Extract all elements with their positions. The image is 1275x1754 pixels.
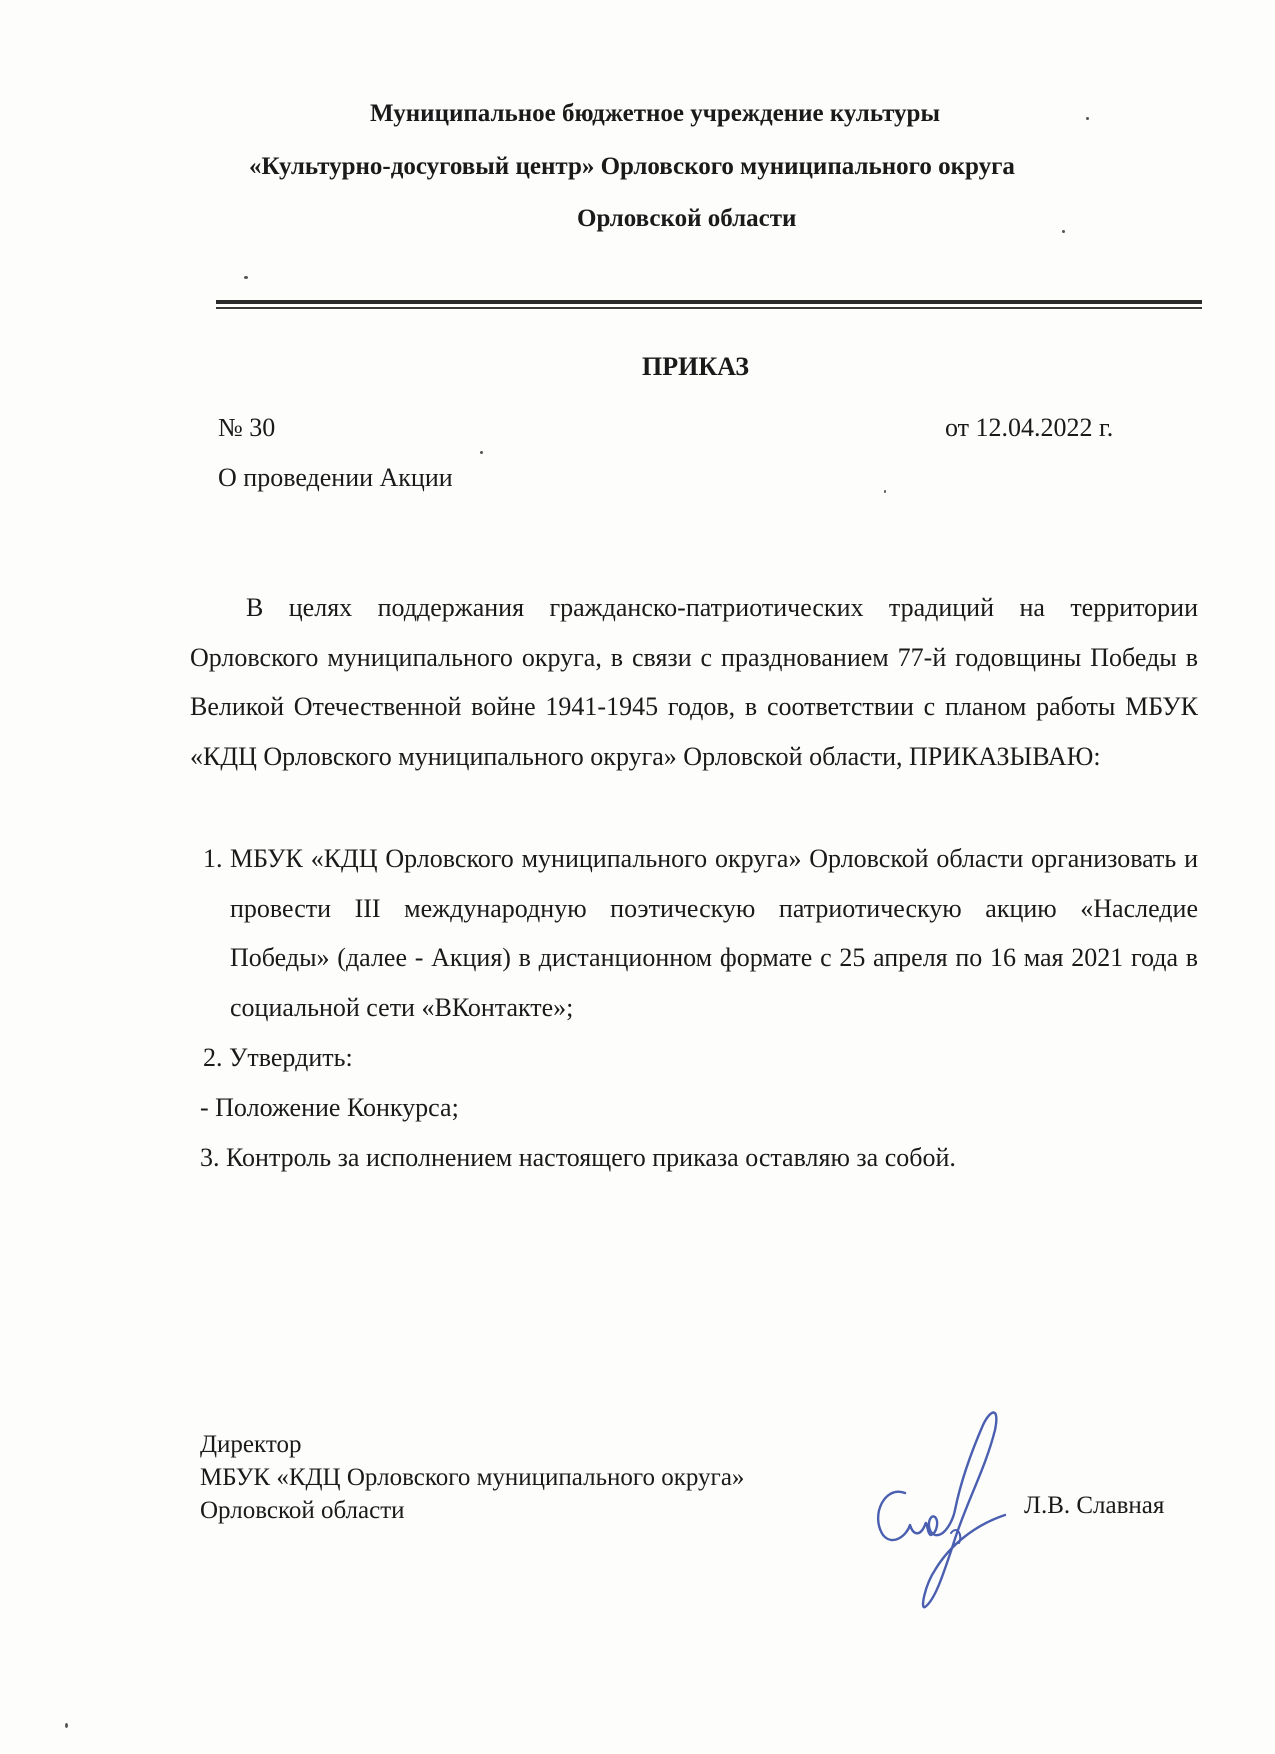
- document-title: ПРИКАЗ: [642, 352, 750, 381]
- list-item-3: 3. Контроль за исполнением настоящего приказа оставляю за собой.: [200, 1143, 956, 1172]
- order-number: № 30: [218, 413, 276, 442]
- org-name-line3: Орловской области: [577, 205, 797, 232]
- scan-speck: [884, 490, 886, 493]
- order-subject: О проведении Акции: [218, 463, 453, 492]
- org-name-line1: Муниципальное бюджетное учреждение культуры: [370, 100, 940, 127]
- order-date: от 12.04.2022 г.: [945, 413, 1114, 442]
- position-line3: Орловской области: [200, 1497, 405, 1524]
- org-name-line2: «Культурно-досуговый центр» Орловского муниципального округа: [249, 153, 1015, 180]
- position-line2: МБУК «КДЦ Орловского муниципального округа»: [200, 1464, 745, 1491]
- scan-speck: [480, 451, 483, 454]
- list-item-1-text: МБУК «КДЦ Орловского муниципального округа» Орловской области организовать и провести III международную поэтическую патриотическую акцию «Наследие Победы» (далее - Акция) в дистанционном формате с 25 апреля по 16 мая 2021 года в социальной сети «ВКонтакте»;: [230, 844, 1198, 1022]
- list-item-2: 2. Утвердить:: [203, 1043, 353, 1072]
- intro-paragraph: [190, 583, 1198, 781]
- intro-text: В целях поддержания гражданско-патриотических традиций на территории Орловского муниципального округа, в связи с празднованием 77-й годовщины Победы в Великой Отечественной войне 1941-1945 годов, в соответствии с планом работы МБУК «КДЦ Орловского муниципального округа» Орловской области, ПРИКАЗЫВАЮ:: [190, 593, 1198, 771]
- scan-speck: [65, 1723, 68, 1728]
- list-item-1-number: 1.: [203, 844, 223, 873]
- list-item-1: [203, 834, 1198, 1032]
- signature-position: [200, 1428, 744, 1527]
- position-line1: Директор: [200, 1431, 302, 1458]
- header-rule-thin: [216, 307, 1202, 309]
- list-item-2-sub: - Положение Конкурса;: [200, 1093, 459, 1122]
- header-rule-thick: [216, 300, 1202, 304]
- scan-speck: [244, 276, 248, 279]
- scan-speck: [1062, 230, 1065, 233]
- handwritten-signature-icon: [865, 1385, 1025, 1615]
- scan-speck: [1086, 117, 1089, 120]
- signatory-name: Л.В. Славная: [1024, 1492, 1165, 1519]
